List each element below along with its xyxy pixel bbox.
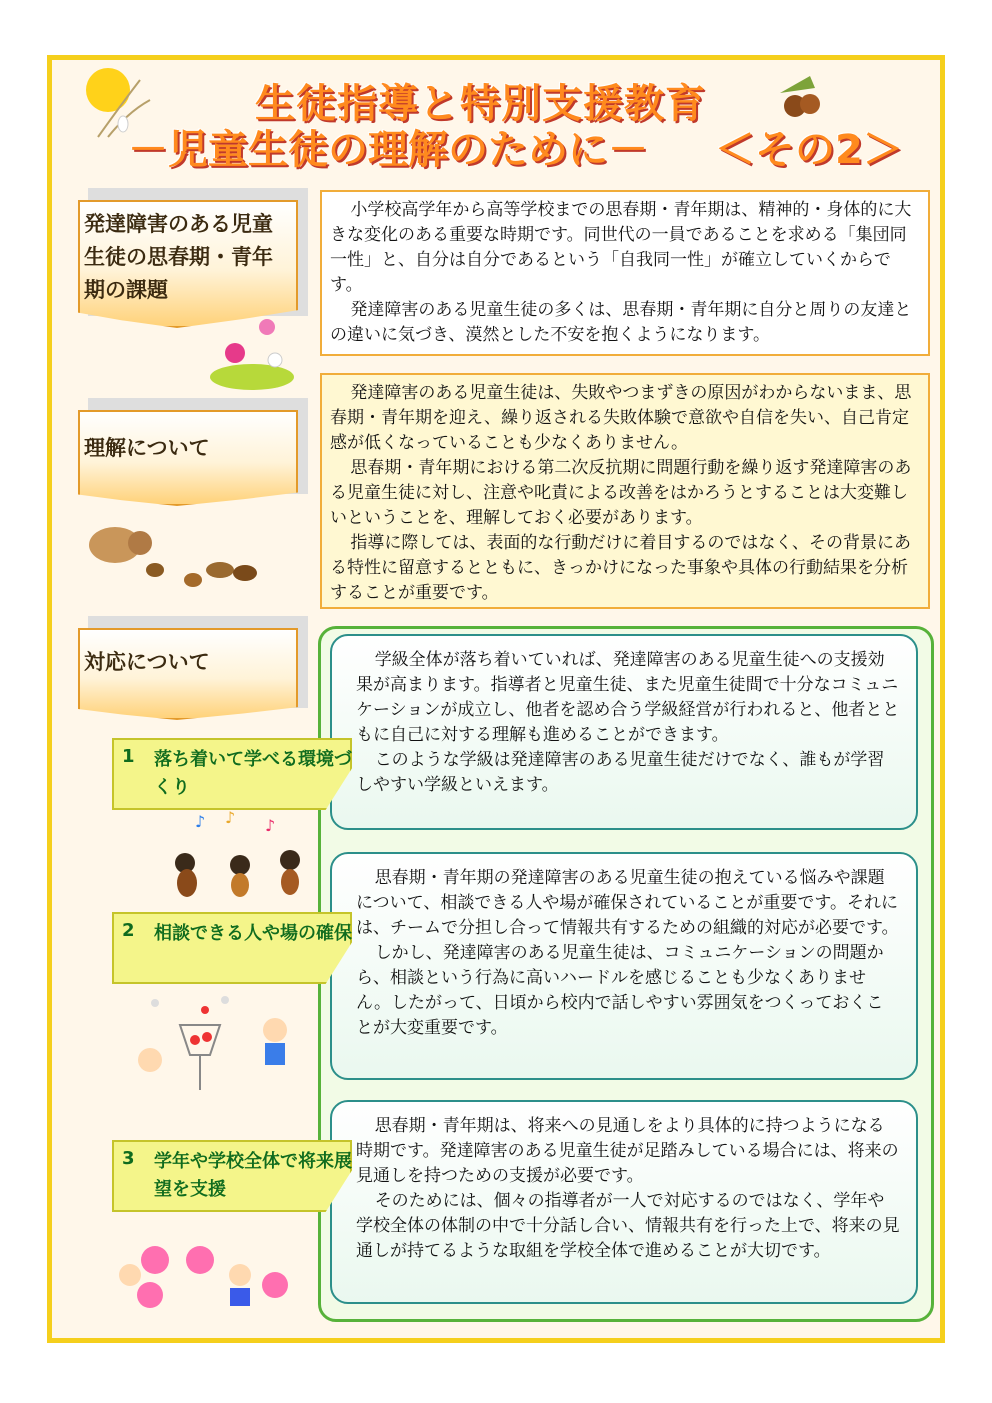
svg-text:♪: ♪ — [225, 808, 236, 827]
adolescence-textbox — [320, 190, 930, 356]
section-label: 理解について — [84, 436, 210, 460]
svg-text:♪: ♪ — [195, 812, 206, 831]
section-label: 対応について — [84, 650, 210, 674]
section-label-box-adolescence — [78, 200, 300, 328]
item-title: 学年や学校全体で将来展望を支援 — [154, 1151, 352, 1200]
paragraph: しかし、発達障害のある児童生徒は、コミュニケーションの問題から、相談という行為に高いハードルを感じることも少なくありません。したがって、日頃から校内で話しやすい雰囲気をつくっておくことが大変重要です。 — [356, 943, 884, 1038]
response-item-3-textbox — [330, 1100, 918, 1304]
response-item-1-banner — [112, 738, 352, 810]
response-item-3-banner — [112, 1140, 352, 1212]
response-item-2-banner — [112, 912, 352, 984]
section-label: 発達障害のある児童生徒の思春期・青年期の課題 — [84, 212, 273, 302]
item-title: 落ち着いて学べる環境づくり — [154, 749, 352, 798]
paragraph: 思春期・青年期における第二次反抗期に問題行動を繰り返す発達障害のある児童生徒に対し、注意や叱責による改善をはかろうとすることは大変難しいということを、理解しておく必要があります。 — [330, 458, 912, 528]
ball-toss-children-illustration — [125, 995, 305, 1095]
cheerleaders-illustration — [110, 1240, 290, 1325]
paragraph: 思春期・青年期の発達障害のある児童生徒の抱えている悩みや課題について、相談できる人や場が確保されていることが重要です。それには、チームで分担し合って情報共有するための組織的対応が必要です。 — [356, 868, 899, 938]
item-number: 2 — [122, 920, 135, 941]
section-label-box-response — [78, 628, 300, 720]
understanding-textbox — [320, 373, 930, 609]
paragraph: このような学級は発達障害のある児童生徒だけでなく、誰もが学習しやすい学級といえます。 — [356, 750, 885, 795]
item-number: 3 — [122, 1148, 135, 1169]
section-label-box-understanding — [78, 410, 300, 506]
svg-text:♪: ♪ — [265, 816, 276, 835]
item-title: 相談できる人や場の確保 — [154, 923, 352, 944]
part-label: ＜その2＞ — [715, 127, 903, 173]
squirrel-acorns-illustration — [85, 515, 285, 595]
paragraph: 思春期・青年期は、将来への見通しをより具体的に持つようになる時期です。発達障害のある児童生徒が足踏みしている場合には、将来の見通しを持つための支援が必要です。 — [356, 1116, 899, 1186]
main-title: 生徒指導と特別支援教育 — [255, 81, 706, 127]
paragraph: 発達障害のある児童生徒の多くは、思春期・青年期に自分と周りの友達との違いに気づき、漠然とした不安を抱くようになります。 — [330, 300, 912, 345]
item-number: 1 — [122, 746, 135, 767]
response-item-1-textbox — [330, 634, 918, 830]
paragraph: 学級全体が落ち着いていれば、発達障害のある児童生徒への支援効果が高まります。指導者と児童生徒、また児童生徒間で十分なコミュニケーションが成立し、他者を認め合う学級経営が行われると、他者とともに自己に対する理解も進めることができます。 — [356, 650, 900, 745]
paragraph: 発達障害のある児童生徒は、失敗やつまずきの原因がわからないまま、思春期・青年期を迎え、繰り返される失敗体験で意欲や自信を失い、自己肯定感が低くなっていることも少なくありません。 — [330, 383, 912, 453]
paragraph: そのためには、個々の指導者が一人で対応するのではなく、学年や学校全体の体制の中で十分話し合い、情報共有を行った上で、将来の見通しが持てるような取組を学校全体で進めることが大切です。 — [356, 1191, 900, 1261]
insect-musicians-illustration — [165, 805, 310, 900]
subtitle: －児童生徒の理解のために－ — [128, 127, 648, 173]
paragraph: 小学校高学年から高等学校までの思春期・青年期は、精神的・身体的に大きな変化のある重要な時期です。同世代の一員であることを求める「集団同一性」と、自分は自分であるという「自我同一性」が確立していくからです。 — [330, 200, 912, 295]
paragraph: 指導に際しては、表面的な行動だけに着目するのではなく、その背景にある特性に留意するとともに、きっかけになった事象や具体の行動結果を分析することが重要です。 — [330, 533, 912, 603]
response-item-2-textbox — [330, 852, 918, 1080]
cosmos-flowers-illustration — [205, 315, 300, 390]
